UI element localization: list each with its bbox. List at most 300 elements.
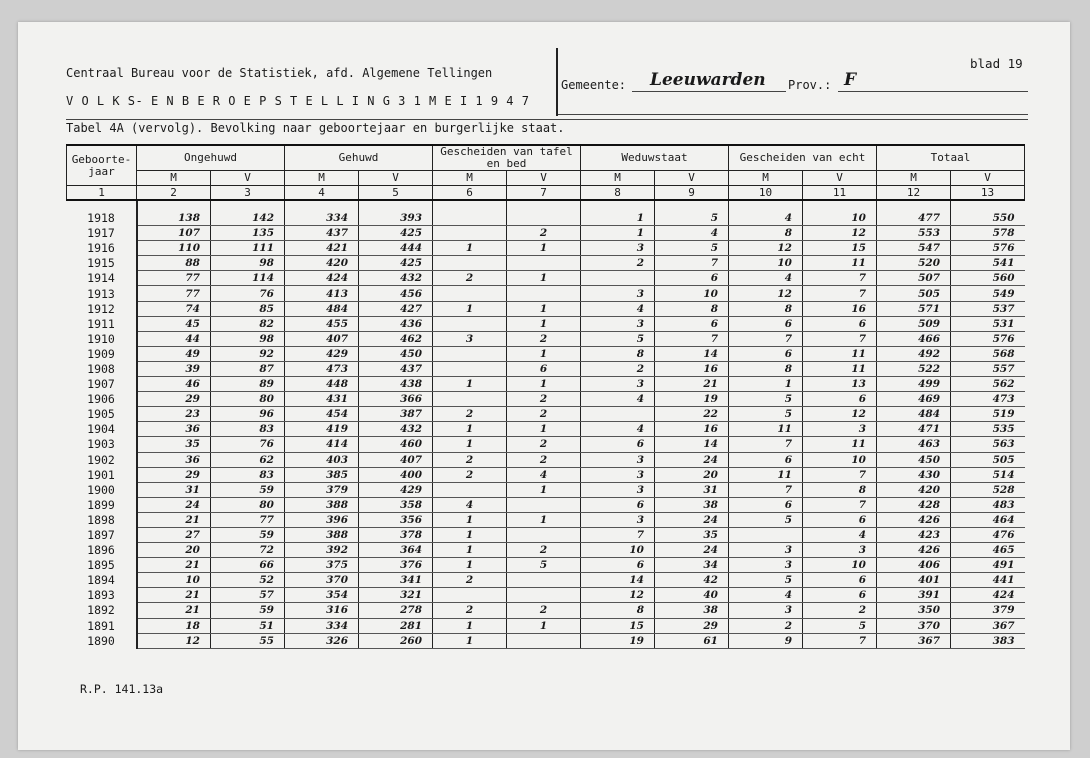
value-cell: 2 [581,256,655,271]
value-cell: 2 [433,271,507,286]
value-cell: 6 [803,316,877,331]
value-cell: 4 [581,301,655,316]
value-cell: 370 [285,573,359,588]
value-cell: 72 [211,543,285,558]
value-cell: 562 [951,377,1025,392]
form-code: R.P. 141.13a [80,682,164,696]
value-cell: 13 [803,377,877,392]
value-cell: 2 [433,407,507,422]
value-cell: 10 [803,452,877,467]
value-cell: 1 [581,226,655,241]
value-cell: 42 [655,573,729,588]
value-cell: 74 [137,301,211,316]
header-line [558,114,1028,115]
sub-v: V [655,171,729,186]
gemeente-label: Gemeente: [561,78,627,92]
value-cell: 1 [433,527,507,542]
value-cell: 430 [877,467,951,482]
value-cell: 7 [803,271,877,286]
value-cell: 61 [655,633,729,648]
value-cell: 367 [877,633,951,648]
value-cell [507,211,581,226]
value-cell: 6 [729,452,803,467]
value-cell: 19 [581,633,655,648]
value-cell: 471 [877,422,951,437]
birth-year: 1896 [67,543,137,558]
value-cell: 465 [951,543,1025,558]
table-row [67,392,1025,407]
value-cell: 387 [359,407,433,422]
sub-v: V [803,171,877,186]
value-cell: 4 [581,422,655,437]
value-cell: 6 [581,558,655,573]
table-row [67,377,1025,392]
birth-year: 1912 [67,301,137,316]
value-cell: 1 [433,437,507,452]
value-cell: 55 [211,633,285,648]
birth-year: 1890 [67,633,137,648]
value-cell: 423 [877,527,951,542]
value-cell: 6 [655,316,729,331]
value-cell: 3 [581,452,655,467]
value-cell: 24 [655,543,729,558]
value-cell: 11 [803,256,877,271]
value-cell: 576 [951,241,1025,256]
value-cell: 421 [285,241,359,256]
value-cell: 3 [581,482,655,497]
value-cell [507,573,581,588]
value-cell [507,497,581,512]
value-cell [433,588,507,603]
birth-year: 1897 [67,527,137,542]
table-row [67,543,1025,558]
value-cell: 88 [137,256,211,271]
sub-v: V [507,171,581,186]
value-cell: 83 [211,467,285,482]
value-cell: 1 [507,346,581,361]
value-cell: 427 [359,301,433,316]
value-cell: 46 [137,377,211,392]
value-cell: 1 [507,618,581,633]
value-cell: 2 [507,437,581,452]
birth-year: 1915 [67,256,137,271]
value-cell: 38 [655,497,729,512]
value-cell: 519 [951,407,1025,422]
value-cell: 1 [433,422,507,437]
value-cell: 483 [951,497,1025,512]
col-ongehuwd: Ongehuwd [137,145,285,171]
table-body [67,200,1025,648]
value-cell: 11 [803,437,877,452]
value-cell: 364 [359,543,433,558]
value-cell: 1 [581,211,655,226]
value-cell: 432 [359,271,433,286]
birth-year: 1904 [67,422,137,437]
birth-year: 1917 [67,226,137,241]
value-cell: 2 [507,452,581,467]
value-cell: 21 [137,558,211,573]
value-cell: 1 [507,271,581,286]
birth-year: 1906 [67,392,137,407]
value-cell: 23 [137,407,211,422]
spacer-row [67,200,1025,211]
value-cell: 4 [729,271,803,286]
value-cell: 406 [877,558,951,573]
value-cell: 2 [729,618,803,633]
value-cell: 39 [137,361,211,376]
value-cell: 356 [359,512,433,527]
value-cell: 316 [285,603,359,618]
value-cell: 5 [655,241,729,256]
population-table [66,144,1025,649]
header-divider [556,48,558,116]
value-cell: 59 [211,482,285,497]
value-cell: 383 [951,633,1025,648]
value-cell: 484 [285,301,359,316]
value-cell: 436 [359,316,433,331]
value-cell: 547 [877,241,951,256]
value-cell: 1 [729,377,803,392]
value-cell: 98 [211,331,285,346]
sub-m: M [877,171,951,186]
value-cell: 507 [877,271,951,286]
value-cell: 3 [729,558,803,573]
value-cell: 460 [359,437,433,452]
value-cell: 51 [211,618,285,633]
table-row [67,618,1025,633]
value-cell [433,256,507,271]
caption-top-rule [66,119,1028,120]
value-cell: 10 [655,286,729,301]
value-cell: 7 [803,331,877,346]
sub-m: M [581,171,655,186]
value-cell [433,226,507,241]
value-cell: 484 [877,407,951,422]
value-cell: 31 [655,482,729,497]
value-cell: 6 [729,497,803,512]
col-number: 13 [951,186,1025,201]
value-cell: 367 [951,618,1025,633]
value-cell: 396 [285,512,359,527]
value-cell: 388 [285,527,359,542]
value-cell: 2 [507,407,581,422]
value-cell: 432 [359,422,433,437]
value-cell: 334 [285,618,359,633]
value-cell: 3 [581,512,655,527]
value-cell: 2 [433,467,507,482]
value-cell: 40 [655,588,729,603]
value-cell: 7 [803,497,877,512]
value-cell: 76 [211,437,285,452]
table-row [67,633,1025,648]
value-cell: 14 [655,437,729,452]
value-cell: 5 [729,512,803,527]
col-number: 10 [729,186,803,201]
value-cell: 3 [581,286,655,301]
sub-m: M [729,171,803,186]
value-cell: 92 [211,346,285,361]
value-cell: 111 [211,241,285,256]
value-cell: 21 [137,588,211,603]
value-cell: 11 [803,361,877,376]
value-cell: 568 [951,346,1025,361]
birth-year: 1914 [67,271,137,286]
value-cell [507,633,581,648]
value-cell: 520 [877,256,951,271]
table-row [67,346,1025,361]
value-cell: 431 [285,392,359,407]
value-cell: 576 [951,331,1025,346]
value-cell: 463 [877,437,951,452]
value-cell [507,256,581,271]
table-row [67,422,1025,437]
table-row [67,467,1025,482]
value-cell [507,527,581,542]
value-cell: 3 [803,543,877,558]
value-cell: 77 [211,512,285,527]
sub-v: V [951,171,1025,186]
table-row [67,407,1025,422]
value-cell: 6 [803,512,877,527]
value-cell: 1 [433,558,507,573]
value-cell: 7 [803,286,877,301]
value-cell: 438 [359,377,433,392]
value-cell: 3 [729,603,803,618]
value-cell: 4 [581,392,655,407]
value-cell: 2 [507,603,581,618]
birth-year: 1893 [67,588,137,603]
value-cell: 12 [137,633,211,648]
value-cell: 8 [729,301,803,316]
value-cell: 426 [877,512,951,527]
value-cell: 16 [655,422,729,437]
value-cell: 375 [285,558,359,573]
value-cell: 477 [877,211,951,226]
value-cell: 5 [655,211,729,226]
value-cell: 10 [803,558,877,573]
value-cell: 12 [803,226,877,241]
value-cell: 420 [877,482,951,497]
value-cell: 407 [285,331,359,346]
value-cell: 98 [211,256,285,271]
value-cell: 514 [951,467,1025,482]
value-cell [729,527,803,542]
value-cell: 38 [655,603,729,618]
table-caption: Tabel 4A (vervolg). Bevolking naar geboortejaar en burgerlijke staat. [66,121,565,135]
value-cell [433,316,507,331]
value-cell: 1 [433,241,507,256]
value-cell: 11 [729,467,803,482]
value-cell: 1 [433,377,507,392]
value-cell: 57 [211,588,285,603]
value-cell: 10 [137,573,211,588]
value-cell [581,407,655,422]
col-gescheiden-echt: Gescheiden van echt [729,145,877,171]
value-cell: 5 [803,618,877,633]
value-cell: 7 [803,633,877,648]
col-number: 9 [655,186,729,201]
value-cell: 20 [655,467,729,482]
value-cell: 87 [211,361,285,376]
value-cell: 49 [137,346,211,361]
value-cell: 350 [877,603,951,618]
page-number: blad 19 [970,56,1023,71]
value-cell: 3 [729,543,803,558]
col-number: 11 [803,186,877,201]
value-cell [433,346,507,361]
birth-year: 1902 [67,452,137,467]
sub-v: V [359,171,433,186]
value-cell: 66 [211,558,285,573]
birth-year: 1905 [67,407,137,422]
birth-year: 1911 [67,316,137,331]
sub-v: V [211,171,285,186]
value-cell: 464 [951,512,1025,527]
value-cell: 341 [359,573,433,588]
value-cell: 44 [137,331,211,346]
table-row [67,301,1025,316]
value-cell: 9 [729,633,803,648]
value-cell: 1 [507,301,581,316]
table-row [67,226,1025,241]
value-cell: 80 [211,392,285,407]
prov-label: Prov.: [788,78,832,92]
birth-year: 1916 [67,241,137,256]
value-cell: 59 [211,527,285,542]
birth-year: 1892 [67,603,137,618]
birth-year: 1900 [67,482,137,497]
col-number: 6 [433,186,507,201]
value-cell: 89 [211,377,285,392]
value-cell: 7 [655,331,729,346]
value-cell: 12 [729,241,803,256]
value-cell: 1 [433,618,507,633]
value-cell: 12 [581,588,655,603]
table-row [67,211,1025,226]
value-cell: 29 [137,467,211,482]
value-cell: 366 [359,392,433,407]
value-cell: 571 [877,301,951,316]
value-cell: 549 [951,286,1025,301]
col-number: 5 [359,186,433,201]
value-cell: 3 [803,422,877,437]
birth-year: 1898 [67,512,137,527]
value-cell: 393 [359,211,433,226]
value-cell: 473 [951,392,1025,407]
value-cell: 2 [433,573,507,588]
value-cell: 83 [211,422,285,437]
birth-year: 1918 [67,211,137,226]
table-row [67,316,1025,331]
table-row [67,331,1025,346]
value-cell: 441 [951,573,1025,588]
value-cell: 1 [507,377,581,392]
value-cell: 466 [877,331,951,346]
value-cell: 560 [951,271,1025,286]
value-cell: 110 [137,241,211,256]
value-cell: 3 [581,316,655,331]
value-cell: 450 [877,452,951,467]
value-cell: 1 [433,512,507,527]
value-cell: 414 [285,437,359,452]
value-cell: 16 [655,361,729,376]
birth-year: 1907 [67,377,137,392]
col-weduwstaat: Weduwstaat [581,145,729,171]
value-cell: 62 [211,452,285,467]
value-cell: 3 [433,331,507,346]
value-cell: 400 [359,467,433,482]
value-cell: 4 [803,527,877,542]
table-row [67,482,1025,497]
sub-m: M [137,171,211,186]
value-cell: 1 [433,633,507,648]
value-cell: 334 [285,211,359,226]
value-cell: 10 [581,543,655,558]
value-cell: 354 [285,588,359,603]
value-cell: 2 [507,226,581,241]
value-cell: 6 [507,361,581,376]
value-cell: 8 [729,361,803,376]
value-cell: 462 [359,331,433,346]
value-cell: 388 [285,497,359,512]
sub-m: M [285,171,359,186]
value-cell: 376 [359,558,433,573]
value-cell: 455 [285,316,359,331]
table-row [67,452,1025,467]
value-cell: 76 [211,286,285,301]
table-row [67,588,1025,603]
value-cell: 82 [211,316,285,331]
gemeente-underline [632,91,786,92]
birth-year: 1899 [67,497,137,512]
value-cell: 14 [655,346,729,361]
value-cell: 1 [433,543,507,558]
value-cell: 385 [285,467,359,482]
table-row [67,527,1025,542]
value-cell: 12 [729,286,803,301]
value-cell: 509 [877,316,951,331]
value-cell: 448 [285,377,359,392]
value-cell: 537 [951,301,1025,316]
birth-year: 1894 [67,573,137,588]
value-cell: 505 [951,452,1025,467]
prov-value: F [844,70,857,90]
value-cell: 11 [803,346,877,361]
value-cell: 3 [581,467,655,482]
value-cell: 531 [951,316,1025,331]
value-cell: 7 [655,256,729,271]
value-cell: 473 [285,361,359,376]
table-row [67,437,1025,452]
value-cell: 1 [507,422,581,437]
value-cell: 424 [951,588,1025,603]
value-cell: 407 [359,452,433,467]
value-cell: 45 [137,316,211,331]
table-row [67,558,1025,573]
value-cell: 2 [507,331,581,346]
value-cell: 278 [359,603,433,618]
value-cell [433,361,507,376]
value-cell: 281 [359,618,433,633]
value-cell: 456 [359,286,433,301]
value-cell: 8 [655,301,729,316]
value-cell: 7 [729,482,803,497]
value-cell: 392 [285,543,359,558]
table-row [67,241,1025,256]
gemeente-value: Leeuwarden [650,70,766,90]
value-cell: 6 [581,437,655,452]
col-number: 7 [507,186,581,201]
